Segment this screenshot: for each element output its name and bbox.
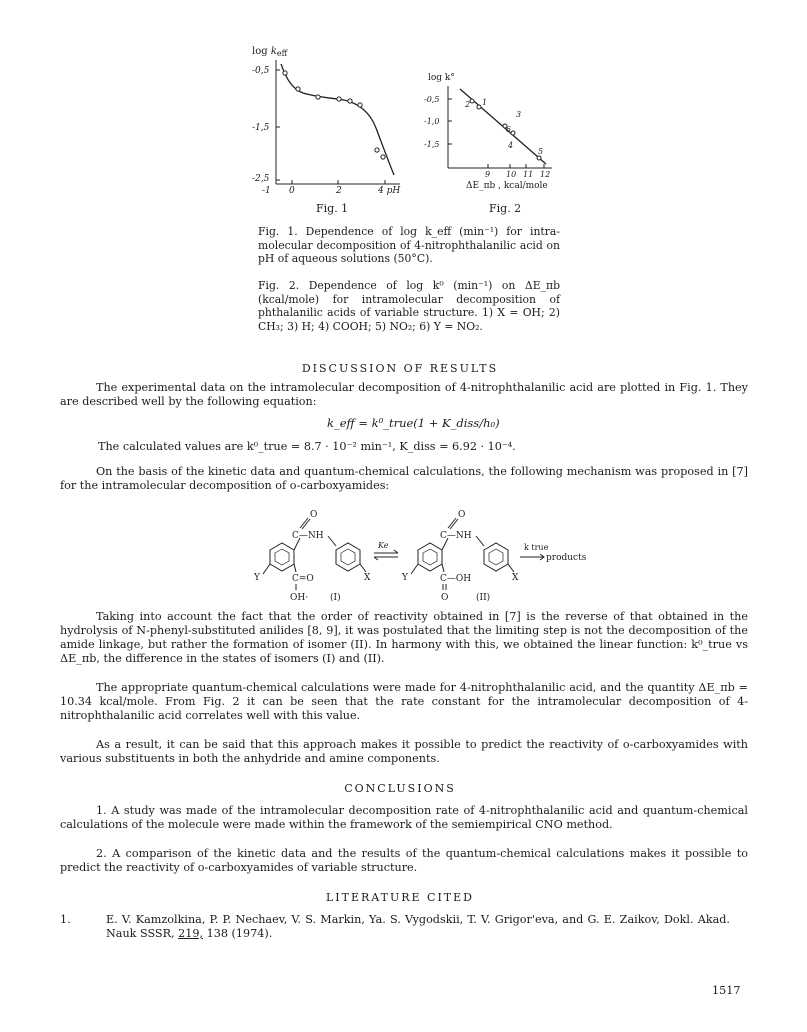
discussion-p1: The experimental data on the intramolecular decomposition of 4-nitrophthalanilic acid are plotted in Fig. 1. They are described well by the following equation: xyxy=(60,381,748,408)
isomer-1-label: (I) xyxy=(330,593,341,603)
isomer-2-label: (II) xyxy=(476,593,491,603)
fig1-xtick-0: -1 xyxy=(262,186,271,196)
amide-group: C—NH xyxy=(440,531,472,541)
fig1-ylabel: $\log k_{eff}$ xyxy=(252,46,288,58)
x-substituent: X xyxy=(364,573,371,583)
fig2-caption: Fig. 2. Dependence of log k⁰ (min⁻¹) on ΔE_πb (kcal/mole) for intramolecular decomposition of phthalanilic acids of variable structure. 1) X = OH; 2) CH₃; 3) H; 4) COOH; 5) NO₂; 6) Y = NO₂. xyxy=(258,279,560,333)
benzene-ring xyxy=(484,543,508,571)
ref1-tail: 138 (1974). xyxy=(206,927,273,940)
y-substituent: Y xyxy=(254,573,260,583)
carboxyl-group: C=O xyxy=(292,574,314,584)
y-substituent: Y xyxy=(402,573,408,583)
k-true-value: k⁰_true = 8.7 · 10⁻² min⁻¹, xyxy=(246,440,396,453)
c-oh-group: C—OH xyxy=(440,574,472,584)
fig1-curve xyxy=(281,64,394,175)
fig2-point-label: 1 xyxy=(482,98,488,107)
fig2-ytick-0: -0,5 xyxy=(424,95,440,104)
literature-heading: LITERATURE CITED xyxy=(325,891,474,904)
carbonyl-o: O xyxy=(310,510,318,520)
fig1-caption: Fig. 1. Dependence of log k_eff (min⁻¹) for intra-molecular decomposition of 4-nitrophthalanilic acid on pH of aqueous solutions (50°C). xyxy=(258,225,560,265)
fig1-point xyxy=(316,95,320,99)
fig2-ytick-1: -1,0 xyxy=(424,117,440,126)
conclusions-heading: CONCLUSIONS xyxy=(344,782,456,795)
amide-group: C—NH xyxy=(292,531,324,541)
fig2-xlabel: ΔE_πb , kcal/mole xyxy=(466,181,548,191)
ke-label: Ke xyxy=(378,541,389,550)
page-number: 1517 xyxy=(712,984,741,997)
fig2-plot xyxy=(420,70,560,222)
ref1-volume: 219, xyxy=(178,927,204,940)
fig2-xtick-0: 9 xyxy=(485,170,491,179)
fig1-xtick-2: 2 xyxy=(336,186,342,196)
conclusion-2: 2. A comparison of the kinetic data and the results of the quantum-chemical calculations makes it possible to predict the reactivity of o-carboxyamides of variable structure. xyxy=(60,847,748,874)
fig2-point-label: 6 xyxy=(506,125,512,134)
products-label: products xyxy=(546,553,587,563)
fig1-point xyxy=(348,99,352,103)
discussion-p3: On the basis of the kinetic data and quantum-chemical calculations, the following mechanism was proposed in [7] for the intramolecular decomposition of o-carboxyamides: xyxy=(60,465,748,492)
fig1-point xyxy=(337,97,341,101)
fig2-point xyxy=(511,131,515,135)
fig1-point xyxy=(296,87,300,91)
fig2-point-label: 2 xyxy=(465,100,471,109)
discussion-p4: Taking into account the fact that the order of reactivity obtained in [7] is the reverse of that obtained in the hydrolysis of N-phenyl-substituted anilides [8, 9], it was postulated that the limiting step is not the decomposition of the amide linkage, but rather the formation of isomer (II). In harmony with this, we obtained the linear function: k⁰_true vs ΔE_πb, the difference in the states of isomers (I) and (II). xyxy=(60,610,748,665)
fig2-point-label: 5 xyxy=(538,147,544,156)
fig2-ytick-2: -1,5 xyxy=(424,140,440,149)
ref1-text xyxy=(106,913,730,941)
fig2-point-label: 3 xyxy=(516,110,522,119)
fig2-ylabel: log k° xyxy=(428,73,455,83)
benzene-ring xyxy=(336,543,360,571)
p2-prefix: The calculated values are xyxy=(98,440,244,453)
fig2-xtick-1: 10 xyxy=(506,170,517,179)
discussion-p2 xyxy=(98,440,516,454)
fig1-ytick-1: -1,5 xyxy=(252,123,270,133)
fig1-point xyxy=(283,71,287,75)
fig2-label: Fig. 2 xyxy=(489,202,522,215)
discussion-heading: DISCUSSION OF RESULTS xyxy=(301,362,499,375)
reaction-scheme xyxy=(230,506,610,606)
equation: k_eff = k⁰_true(1 + K_diss/h₀) xyxy=(327,416,500,430)
fig2-point xyxy=(537,156,541,160)
benzene-ring xyxy=(270,543,294,571)
fig2-xtick-2: 11 xyxy=(523,170,534,179)
double-bond-o: O xyxy=(441,593,449,603)
ref1-number: 1. xyxy=(60,913,71,926)
x-substituent: X xyxy=(512,573,519,583)
fig2-xtick-3: 12 xyxy=(540,170,551,179)
discussion-p5: The appropriate quantum-chemical calculations were made for 4-nitrophthalanilic acid, and the quantity ΔE_πb = 10.34 kcal/mole. From Fig. 2 it can be seen that the rate constant for the intramolecular decomposition of 4-nitrophthalanilic acid correlates well with this value. xyxy=(60,681,748,722)
fig1-point xyxy=(358,103,362,107)
fig1-label: Fig. 1 xyxy=(316,202,349,215)
fig1-xtick-1: 0 xyxy=(289,186,295,196)
fig1-xtick-3: 4 pH xyxy=(378,186,401,196)
fig1-point xyxy=(375,148,379,152)
hydroxyl: OH· xyxy=(290,593,309,603)
conclusion-1: 1. A study was made of the intramolecular decomposition rate of 4-nitrophthalanilic acid and quantum-chemical calculations of the molecule were made within the framework of the semiempirical CNO method. xyxy=(60,804,748,831)
fig1-ytick-2: -2,5 xyxy=(252,174,270,184)
k-true-label: k true xyxy=(524,543,549,552)
carbonyl-o: O xyxy=(458,510,466,520)
fig2-point xyxy=(470,99,474,103)
fig2-point-label: 4 xyxy=(508,141,514,150)
k-diss-value: K_diss = 6.92 · 10⁻⁴. xyxy=(399,440,516,453)
ref1-authors: E. V. Kamzolkina, P. P. Nechaev, V. S. Markin, Ya. S. Vygodskii, T. V. Grigor'eva, and G. E. Zaikov, Dokl. Akad. Nauk SSSR, xyxy=(106,913,730,940)
fig1-plot xyxy=(248,42,418,222)
fig1-ytick-0: -0,5 xyxy=(252,66,270,76)
fig1-point xyxy=(381,155,385,159)
discussion-p6: As a result, it can be said that this approach makes it possible to predict the reactivity of o-carboxyamides with various substituents in both the anhydride and amine components. xyxy=(60,738,748,765)
fig2-point xyxy=(477,105,481,109)
benzene-ring xyxy=(418,543,442,571)
